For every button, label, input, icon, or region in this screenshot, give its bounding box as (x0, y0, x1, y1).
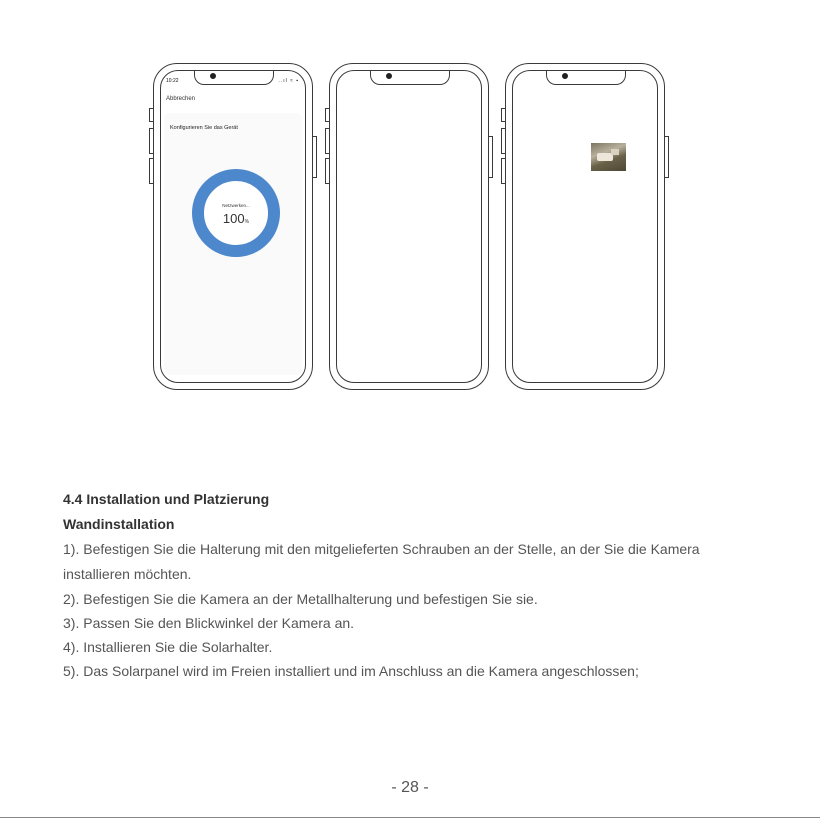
phone-side-button (488, 136, 493, 178)
camera-icon (562, 73, 568, 79)
configure-card (164, 113, 302, 375)
step-2: 2). Befestigen Sie die Kamera an der Metallhalterung und befestigen Sie sie. (63, 591, 538, 607)
progress-value: 100% (222, 211, 250, 226)
step-1: 1). Befestigen Sie die Halterung mit den mitgelieferten Schrauben an der Stelle, an der Sie die Kamera (63, 541, 700, 557)
phone-side-button (149, 158, 154, 184)
phone-side-button (501, 158, 506, 184)
phone-side-button (325, 108, 330, 122)
phone-side-button (325, 128, 330, 154)
phone-mockup-3 (505, 63, 665, 390)
phone-side-button (149, 108, 154, 122)
phone-screen-blank (336, 70, 482, 383)
card-title: Konfigurieren Sie das Gerät (170, 125, 238, 131)
camera-preview-thumbnail (591, 143, 626, 171)
status-time: 10:22 (166, 78, 179, 84)
progress-label: Netzwerken... (222, 203, 250, 208)
step-4: 4). Installieren Sie die Solarhalter. (63, 639, 273, 655)
camera-icon (386, 73, 392, 79)
status-icons: ..ıl ≈ ▪ (278, 78, 299, 84)
step-5: 5). Das Solarpanel wird im Freien installiert und im Anschluss an die Kamera angeschlossen; (63, 663, 639, 679)
phone-notch (546, 70, 626, 85)
cancel-button[interactable]: Abbrechen (166, 96, 196, 102)
phone-side-button (501, 128, 506, 154)
bottom-divider (0, 817, 820, 818)
phone-side-button (149, 128, 154, 154)
phone-mockup-1 (153, 63, 313, 390)
phone-notch (370, 70, 450, 85)
section-subheading: Wandinstallation (63, 516, 175, 532)
step-1-cont: installieren möchten. (63, 566, 192, 582)
phone-side-button (312, 136, 317, 178)
phone-notch (194, 70, 274, 85)
camera-icon (210, 73, 216, 79)
progress-ring (192, 169, 280, 257)
phone-screen-configure (160, 70, 306, 383)
page-number: - 28 - (391, 779, 429, 796)
phone-mockup-2 (329, 63, 489, 390)
section-heading: 4.4 Installation und Platzierung (63, 491, 270, 507)
progress-unit: % (244, 219, 250, 225)
phone-side-button (664, 136, 669, 178)
phone-screen-preview (512, 70, 658, 383)
phone-side-button (501, 108, 506, 122)
step-3: 3). Passen Sie den Blickwinkel der Kamera an. (63, 615, 355, 631)
phone-side-button (325, 158, 330, 184)
